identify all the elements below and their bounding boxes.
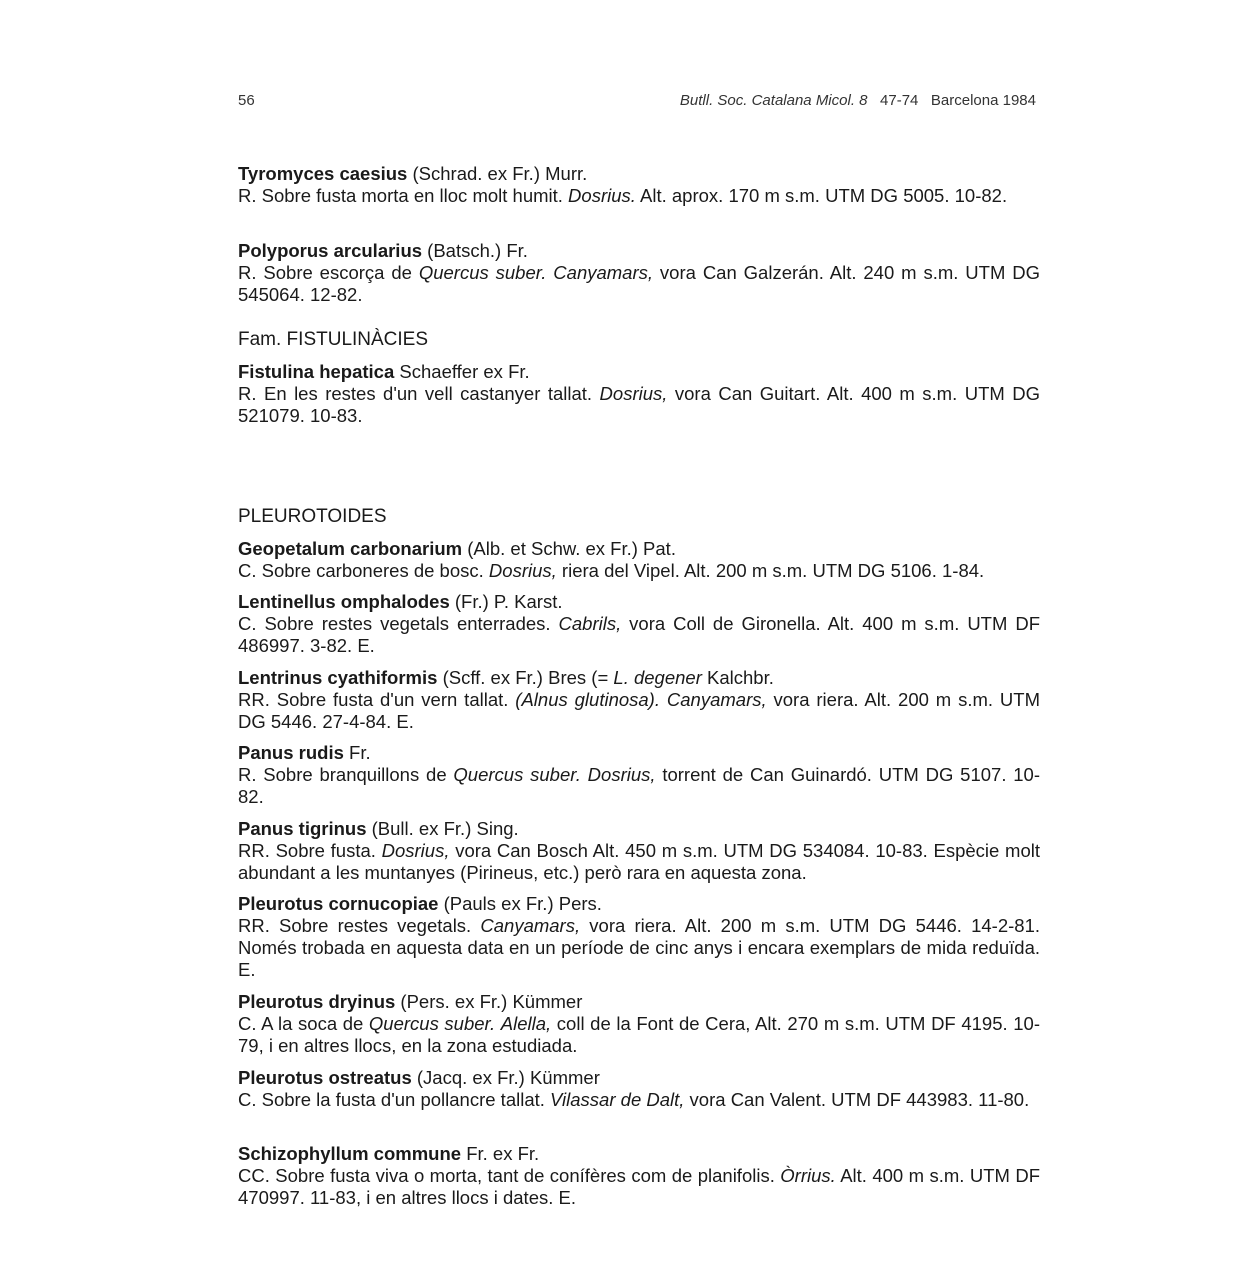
- journal-pages: 47-74: [880, 92, 919, 109]
- species-author: (Alb. et Schw. ex Fr.) Pat.: [462, 538, 676, 559]
- species-description: [238, 840, 1040, 884]
- species-description: [238, 1013, 1040, 1057]
- species-name: Lentinellus omphalodes: [238, 591, 450, 612]
- species-description: [238, 1089, 1040, 1111]
- species-heading: [238, 893, 1040, 915]
- locality: Canyamars,: [553, 262, 654, 283]
- species-name: Polyporus arcularius: [238, 240, 423, 261]
- species-author: (Bull. ex Fr.) Sing.: [366, 818, 519, 839]
- description-text: RR. Sobre fusta d'un vern tallat.: [238, 689, 516, 710]
- species-description: [238, 560, 1040, 582]
- species-author: Fr. ex Fr.: [461, 1143, 540, 1164]
- description-text: R. Sobre fusta morta en lloc molt humit.: [238, 185, 569, 206]
- locality: Canyamars,: [666, 689, 767, 710]
- species-entry: [238, 742, 1040, 808]
- species-description: [238, 1165, 1040, 1209]
- species-name: Pleurotus ostreatus: [238, 1067, 412, 1088]
- description-text: CC. Sobre fusta viva o morta, tant de conífères com de planifolis.: [238, 1165, 781, 1186]
- species-author: (Jacq. ex Fr.) Kümmer: [411, 1067, 600, 1088]
- species-description: [238, 262, 1040, 306]
- species-description: [238, 185, 1040, 207]
- species-description: [238, 383, 1040, 427]
- species-entry: [238, 667, 1040, 733]
- locality: Cabrils,: [558, 613, 622, 634]
- host: Quercus suber.: [453, 764, 581, 785]
- species-entry: [238, 893, 1040, 981]
- description-text: riera del Vipel. Alt. 200 m s.m. UTM DG 5106. 1-84.: [556, 560, 985, 581]
- journal-title: Butll. Soc. Catalana Micol. 8: [679, 92, 868, 109]
- species-author: (Fr.) P. Karst.: [449, 591, 563, 612]
- species-entry: [238, 361, 1040, 427]
- species-heading: [238, 240, 1040, 262]
- species-description: [238, 764, 1040, 808]
- species-name: Schizophyllum commune: [238, 1143, 462, 1164]
- description-text: [581, 764, 588, 785]
- species-entry: [238, 1067, 1040, 1111]
- species-entry: [238, 818, 1040, 884]
- species-heading: [238, 1143, 1040, 1165]
- description-text: torrent de Can Guinardó. UTM DG 5107. 10-82.: [238, 764, 1041, 807]
- locality: Dosrius,: [381, 840, 450, 861]
- description-text: coll de la Font de Cera, Alt. 270 m s.m. UTM DF 4195. 10-79, i en altres llocs, en la zona estudiada.: [238, 1013, 1040, 1056]
- locality: Dosrius,: [587, 764, 656, 785]
- locality: Dosrius,: [599, 383, 668, 404]
- species-heading: [238, 163, 1040, 185]
- species-synonym: L. degener: [613, 667, 702, 688]
- species-entry: [238, 1143, 1040, 1209]
- journal-place-year: Barcelona 1984: [930, 92, 1036, 109]
- description-text: C. Sobre restes vegetals enterrades.: [238, 613, 559, 634]
- description-text: vora Can Valent. UTM DF 443983. 11-80.: [684, 1089, 1030, 1110]
- species-heading: [238, 667, 1040, 689]
- species-description: [238, 613, 1040, 657]
- running-header: [680, 92, 1036, 109]
- species-author: (Pers. ex Fr.) Kümmer: [395, 991, 583, 1012]
- species-name: Panus tigrinus: [238, 818, 367, 839]
- species-entry: [238, 591, 1040, 657]
- description-text: R. En les restes d'un vell castanyer tallat.: [238, 383, 600, 404]
- species-author: Schaeffer ex Fr.: [394, 361, 530, 382]
- locality: Òrrius.: [780, 1165, 836, 1186]
- description-text: RR. Sobre restes vegetals.: [238, 915, 481, 936]
- species-name: Fistulina hepatica: [238, 361, 395, 382]
- locality: Dosrius.: [568, 185, 636, 206]
- description-text: vora Can Bosch Alt. 450 m s.m. UTM DG 534084. 10-83. Espècie molt abundant a les muntanyes (Pirineus, etc.) però rara en aquesta zona.: [238, 840, 1040, 883]
- species-name: Pleurotus dryinus: [238, 991, 396, 1012]
- description-text: R. Sobre escorça de: [238, 262, 419, 283]
- species-name: Tyromyces caesius: [238, 163, 408, 184]
- species-description: [238, 915, 1040, 981]
- host: Quercus suber.: [368, 1013, 496, 1034]
- species-heading: [238, 361, 1040, 383]
- description-text: RR. Sobre fusta.: [238, 840, 382, 861]
- locality: Vilassar de Dalt,: [550, 1089, 685, 1110]
- description-text: C. A la soca de: [238, 1013, 369, 1034]
- species-name: Geopetalum carbonarium: [238, 538, 463, 559]
- species-name: Lentrinus cyathiformis: [238, 667, 438, 688]
- species-heading: [238, 742, 1040, 764]
- species-heading: [238, 818, 1040, 840]
- locality: Alella,: [500, 1013, 552, 1034]
- species-entry: [238, 538, 1040, 582]
- species-author: Fr.: [343, 742, 371, 763]
- species-entry: [238, 163, 1040, 207]
- description-text: C. Sobre la fusta d'un pollancre tallat.: [238, 1089, 551, 1110]
- family-heading: Fam. FISTULINÀCIES: [238, 329, 429, 350]
- host: (Alnus glutinosa).: [515, 689, 660, 710]
- description-text: Alt. 400 m s.m. UTM DF 470997. 11-83, i en altres llocs i dates. E.: [238, 1165, 1041, 1208]
- species-author: (Batsch.) Fr.: [422, 240, 528, 261]
- species-author: (Schrad. ex Fr.) Murr.: [407, 163, 588, 184]
- description-text: Alt. aprox. 170 m s.m. UTM DG 5005. 10-82.: [635, 185, 1008, 206]
- description-text: vora Can Guitart. Alt. 400 m s.m. UTM DG 521079. 10-83.: [238, 383, 1041, 426]
- species-name: Panus rudis: [238, 742, 344, 763]
- species-heading: [238, 991, 1040, 1013]
- species-entry: [238, 991, 1040, 1057]
- page-number: 56: [238, 92, 255, 109]
- species-heading: [238, 538, 1040, 560]
- species-author: Kalchbr.: [701, 667, 774, 688]
- description-text: vora riera. Alt. 200 m s.m. UTM DG 5446. 27-4-84. E.: [238, 689, 1041, 732]
- species-heading: [238, 591, 1040, 613]
- species-author: (Pauls ex Fr.) Pers.: [438, 893, 602, 914]
- species-description: [238, 689, 1040, 733]
- host: Quercus suber.: [418, 262, 547, 283]
- description-text: vora Coll de Gironella. Alt. 400 m s.m. UTM DF 486997. 3-82. E.: [238, 613, 1041, 656]
- locality: Dosrius,: [488, 560, 557, 581]
- section-heading: PLEUROTOIDES: [238, 506, 387, 527]
- description-text: [660, 689, 667, 710]
- species-entry: [238, 240, 1040, 306]
- description-text: C. Sobre carboneres de bosc.: [238, 560, 489, 581]
- description-text: vora riera. Alt. 200 m s.m. UTM DG 5446. 14-2-81. Només trobada en aquesta data en un període de cinc anys i encara exemplars de mida reduïda. E.: [238, 915, 1040, 980]
- description-text: R. Sobre branquillons de: [238, 764, 454, 785]
- species-heading: [238, 1067, 1040, 1089]
- description-text: vora Can Galzerán. Alt. 240 m s.m. UTM DG 545064. 12-82.: [238, 262, 1041, 305]
- species-author: (Scff. ex Fr.) Bres (=: [437, 667, 614, 688]
- species-name: Pleurotus cornucopiae: [238, 893, 439, 914]
- locality: Canyamars,: [480, 915, 581, 936]
